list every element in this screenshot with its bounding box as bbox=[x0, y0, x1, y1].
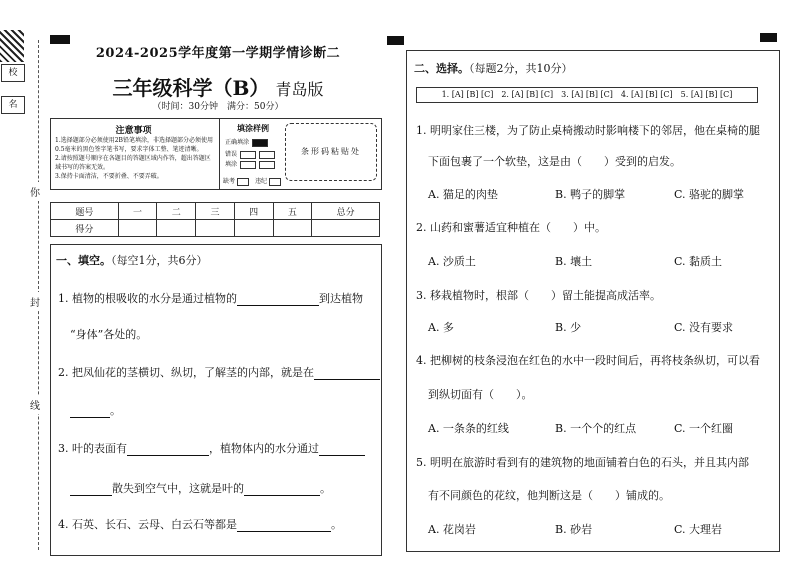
mc-q3-option-b[interactable]: B. 少 bbox=[555, 321, 582, 334]
score-header-cell: 五 bbox=[273, 203, 312, 220]
q4-text: 4. 石英、长石、云母、白云石等都是 bbox=[58, 518, 237, 531]
q2-end: 。 bbox=[110, 404, 121, 417]
notice-box bbox=[50, 118, 382, 190]
section2-heading: 二、选择。 bbox=[414, 62, 469, 75]
mc-q2-option-a[interactable]: A. 沙质土 bbox=[428, 255, 476, 268]
fill-sample-heading: 填涂样例 bbox=[237, 123, 269, 133]
score-header-cell: 四 bbox=[234, 203, 273, 220]
answer-blank[interactable] bbox=[70, 495, 112, 496]
mc-q1-option-a[interactable]: A. 猫足的肉垫 bbox=[428, 188, 498, 201]
answer-blank[interactable] bbox=[314, 379, 380, 380]
fill-correct-row bbox=[225, 137, 268, 147]
binding-char-2: 封 bbox=[30, 292, 40, 311]
side-label-name: 名 bbox=[1, 96, 25, 114]
violation-label: 违纪 bbox=[255, 178, 268, 185]
score-header-cell: 三 bbox=[196, 203, 235, 220]
mc-question-4-line2: 到纵切面有（ ）。 bbox=[428, 388, 533, 401]
mc-q2-option-b[interactable]: B. 壤土 bbox=[555, 255, 593, 268]
fill-correct-label: 正确填涂 bbox=[225, 139, 250, 146]
fill-wrong-swatch bbox=[259, 161, 275, 169]
absent-checkbox[interactable] bbox=[237, 178, 249, 186]
absent-row bbox=[223, 176, 287, 186]
section1-title bbox=[56, 252, 208, 268]
barcode-label: 条形码粘贴处 bbox=[301, 147, 361, 156]
mc-q1-option-c[interactable]: C. 骆驼的脚掌 bbox=[674, 188, 745, 201]
registration-mark bbox=[760, 33, 777, 42]
score-row bbox=[51, 220, 380, 237]
section2-note: （每题2分，共10分） bbox=[469, 62, 573, 75]
mc-q5-option-a[interactable]: A. 花岗岩 bbox=[428, 523, 476, 536]
question-3-line1 bbox=[58, 440, 365, 456]
subject-name: 三年级科学（B） bbox=[112, 76, 270, 100]
q3-end: 。 bbox=[320, 482, 331, 495]
answer-bubble-row[interactable]: 1. [A] [B] [C] 2. [A] [B] [C] 3. [A] [B] [C] 4. [A] [B] [C] 5. [A] [B] [C] bbox=[416, 87, 758, 103]
notice-heading: 注意事项 bbox=[115, 126, 152, 136]
notice-text bbox=[55, 136, 215, 181]
mc-question-1-line1: 1. 明明家住三楼，为了防止桌椅搬动时影响楼下的邻居，他在桌椅的腿 bbox=[416, 124, 760, 137]
score-header-cell: 一 bbox=[118, 203, 157, 220]
q3-text-mid: ，植物体内的水分通过 bbox=[209, 442, 319, 455]
section1-heading: 一、填空。 bbox=[56, 254, 111, 267]
fill-wrong-row bbox=[225, 149, 275, 159]
score-header-cell: 总分 bbox=[312, 203, 380, 220]
side-label-school: 校 bbox=[1, 64, 25, 82]
section1-note: （每空1分，共6分） bbox=[111, 254, 208, 267]
score-cell[interactable] bbox=[312, 220, 380, 237]
fill-wrong2-row bbox=[225, 159, 275, 169]
notice-line: 2.请按照题号顺序在各题目的答题区域内作答，超出答题区 bbox=[55, 155, 211, 162]
fill-correct-swatch bbox=[252, 139, 268, 147]
notice-divider bbox=[219, 119, 220, 189]
binding-char-3: 线 bbox=[30, 395, 40, 414]
score-cell[interactable] bbox=[118, 220, 157, 237]
q4-end: 。 bbox=[331, 518, 342, 531]
notice-line: 3.保持卡面清洁，不要折叠、不要弄破。 bbox=[55, 173, 163, 180]
mc-q1-option-b[interactable]: B. 鸭子的脚掌 bbox=[555, 188, 626, 201]
score-header-cell: 二 bbox=[157, 203, 196, 220]
answer-blank[interactable] bbox=[127, 455, 209, 456]
exam-title: 2024-2025学年度第一学期学情诊断二 bbox=[95, 46, 341, 61]
answer-blank[interactable] bbox=[319, 455, 365, 456]
binding-char-1: 你 bbox=[30, 182, 40, 201]
absent-label: 缺考 bbox=[223, 178, 236, 185]
binding-hatch bbox=[0, 30, 24, 62]
subject-title bbox=[48, 72, 388, 101]
answer-blank[interactable] bbox=[237, 305, 319, 306]
question-2-line1 bbox=[58, 364, 380, 380]
question-4 bbox=[58, 516, 342, 532]
answer-blank[interactable] bbox=[237, 531, 331, 532]
violation-checkbox[interactable] bbox=[269, 178, 281, 186]
mc-q3-option-c[interactable]: C. 没有要求 bbox=[674, 321, 734, 334]
section2-title bbox=[414, 60, 573, 76]
mc-q4-option-b[interactable]: B. 一个个的红点 bbox=[555, 422, 637, 435]
mc-question-3: 3. 移栽植物时，根部（ ）留土能提高成活率。 bbox=[416, 289, 661, 302]
q3-text-end: 散失到空气中，这就是叶的 bbox=[112, 482, 244, 495]
fill-wrong-label: 错误 bbox=[225, 151, 238, 158]
score-header-cell: 题号 bbox=[51, 203, 119, 220]
score-cell[interactable] bbox=[273, 220, 312, 237]
mc-question-4-line1: 4. 把柳树的枝条浸泡在红色的水中一段时间后，再将枝条纵切，可以看 bbox=[416, 354, 760, 367]
q1-text: 1. 植物的根吸收的水分是通过植物的 bbox=[58, 292, 237, 305]
question-1-line2: “身体”各处的。 bbox=[70, 328, 148, 341]
barcode-area bbox=[285, 123, 377, 181]
mc-q3-option-a[interactable]: A. 多 bbox=[428, 321, 454, 334]
fill-wrong-swatch bbox=[259, 151, 275, 159]
score-table bbox=[50, 202, 380, 237]
question-1-line1 bbox=[58, 290, 363, 306]
score-cell[interactable] bbox=[157, 220, 196, 237]
notice-line: 域书写的答案无效。 bbox=[55, 164, 110, 171]
fill-wrong-swatch bbox=[240, 161, 256, 169]
answer-blank[interactable] bbox=[244, 495, 320, 496]
edition-label: 青岛版 bbox=[275, 80, 324, 99]
mc-question-1-line2: 下面包裹了一个软垫，这是由（ ）受到的启发。 bbox=[428, 155, 681, 168]
fill-wrong2-label: 填涂 bbox=[225, 161, 238, 168]
q1-text-end: 到达植物 bbox=[319, 292, 363, 305]
mc-question-5-line2: 有不同颜色的花纹，他判断这是（ ）铺成的。 bbox=[428, 489, 670, 502]
question-3-line2 bbox=[70, 480, 331, 496]
mc-question-2: 2. 山药和蜜薯适宜种植在（ ）中。 bbox=[416, 221, 606, 234]
q3-text: 3. 叶的表面有 bbox=[58, 442, 127, 455]
fill-wrong-swatch bbox=[240, 151, 256, 159]
answer-blank[interactable] bbox=[70, 417, 110, 418]
score-header-row bbox=[51, 203, 380, 220]
mc-q5-option-c[interactable]: C. 大理岩 bbox=[674, 523, 723, 536]
mc-q2-option-c[interactable]: C. 黏质土 bbox=[674, 255, 723, 268]
registration-mark bbox=[387, 36, 404, 45]
notice-line: 1.选择题部分必须使用2B铅笔填涂，非选择题部分必须使用 bbox=[55, 137, 213, 144]
exam-meta: （时间：30分钟 满分：50分） bbox=[152, 102, 284, 112]
score-cell[interactable] bbox=[234, 220, 273, 237]
notice-line: 0.5毫米的黑色签字笔书写，要求字体工整、笔迹清晰。 bbox=[55, 146, 203, 153]
mc-q4-option-c[interactable]: C. 一个红圈 bbox=[674, 422, 734, 435]
mc-q5-option-b[interactable]: B. 砂岩 bbox=[555, 523, 593, 536]
q2-text: 2. 把凤仙花的茎横切、纵切，了解茎的内部，就是在 bbox=[58, 366, 314, 379]
score-row-label: 得分 bbox=[51, 220, 119, 237]
question-2-line2 bbox=[70, 402, 121, 418]
mc-question-5-line1: 5. 明明在旅游时看到有的建筑物的地面铺着白色的石头，并且其内部 bbox=[416, 456, 749, 469]
score-cell[interactable] bbox=[196, 220, 235, 237]
mc-q4-option-a[interactable]: A. 一条条的红线 bbox=[428, 422, 509, 435]
